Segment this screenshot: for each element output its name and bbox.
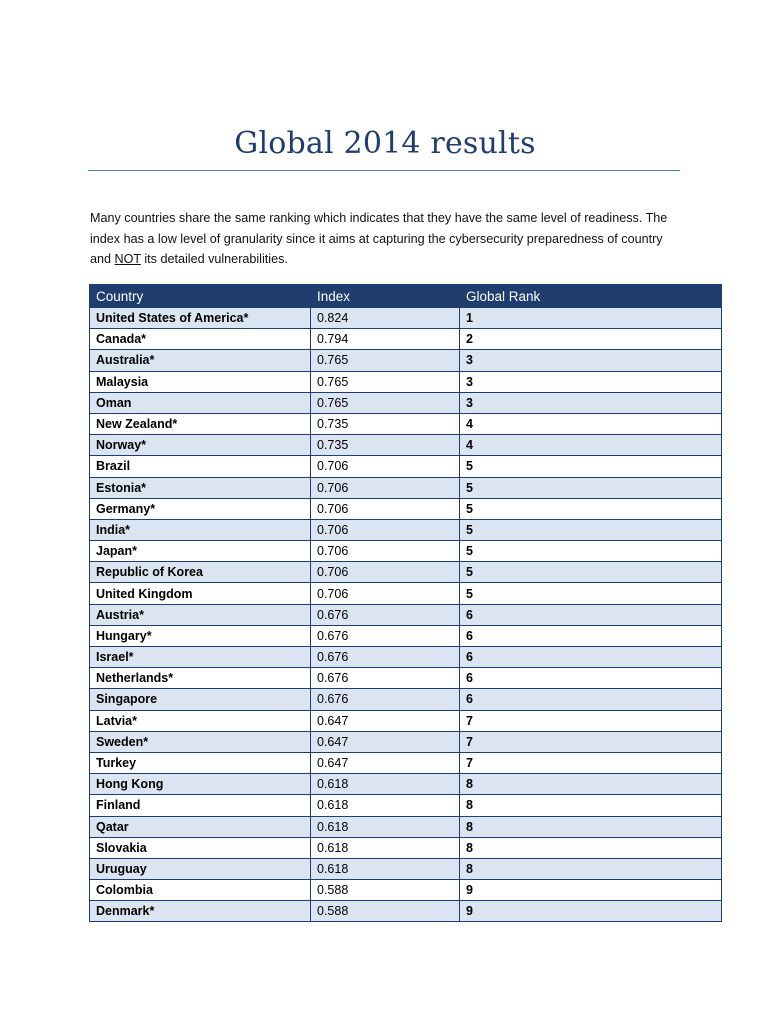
table-row xyxy=(90,816,722,837)
country-cell: Japan* xyxy=(90,541,311,562)
index-cell: 0.735 xyxy=(311,413,460,434)
country-cell: Finland xyxy=(90,795,311,816)
table-row xyxy=(90,413,722,434)
index-cell: 0.618 xyxy=(311,774,460,795)
index-cell: 0.676 xyxy=(311,668,460,689)
index-cell: 0.706 xyxy=(311,498,460,519)
rank-cell: 3 xyxy=(460,392,722,413)
table-row xyxy=(90,901,722,922)
index-cell: 0.588 xyxy=(311,880,460,901)
index-cell: 0.706 xyxy=(311,562,460,583)
rank-cell: 5 xyxy=(460,562,722,583)
table-row xyxy=(90,752,722,773)
rank-cell: 9 xyxy=(460,901,722,922)
rank-cell: 4 xyxy=(460,435,722,456)
index-cell: 0.735 xyxy=(311,435,460,456)
country-cell: United Kingdom xyxy=(90,583,311,604)
table-body xyxy=(90,308,722,922)
country-cell: Hungary* xyxy=(90,625,311,646)
intro-text: Many countries share the same ranking which indicates that they have the same level of readiness. The index has a low level of granularity since it aims at capturing the cybersecurity preparedness of country and xyxy=(90,211,668,266)
table-row xyxy=(90,710,722,731)
country-cell: Norway* xyxy=(90,435,311,456)
rank-cell: 1 xyxy=(460,308,722,329)
table-row xyxy=(90,625,722,646)
index-cell: 0.618 xyxy=(311,795,460,816)
table-row xyxy=(90,837,722,858)
index-cell: 0.618 xyxy=(311,837,460,858)
rank-cell: 8 xyxy=(460,837,722,858)
title-underline xyxy=(88,170,680,171)
rank-cell: 5 xyxy=(460,456,722,477)
table-row xyxy=(90,435,722,456)
index-cell: 0.618 xyxy=(311,816,460,837)
table-row xyxy=(90,329,722,350)
rank-cell: 6 xyxy=(460,647,722,668)
table-row xyxy=(90,604,722,625)
table-row xyxy=(90,774,722,795)
index-cell: 0.618 xyxy=(311,858,460,879)
country-cell: Latvia* xyxy=(90,710,311,731)
table-row xyxy=(90,647,722,668)
table-row xyxy=(90,668,722,689)
country-cell: India* xyxy=(90,519,311,540)
table-row xyxy=(90,689,722,710)
table-row xyxy=(90,795,722,816)
rank-cell: 6 xyxy=(460,604,722,625)
table-row xyxy=(90,371,722,392)
table-row xyxy=(90,541,722,562)
header-index: Index xyxy=(311,285,460,308)
rank-cell: 8 xyxy=(460,816,722,837)
rank-cell: 7 xyxy=(460,731,722,752)
index-cell: 0.765 xyxy=(311,350,460,371)
table-row xyxy=(90,519,722,540)
country-cell: Singapore xyxy=(90,689,311,710)
table-row xyxy=(90,858,722,879)
intro-emphasis: NOT xyxy=(114,252,141,266)
country-cell: United States of America* xyxy=(90,308,311,329)
table-row xyxy=(90,583,722,604)
rank-cell: 3 xyxy=(460,371,722,392)
table-row xyxy=(90,456,722,477)
country-cell: Austria* xyxy=(90,604,311,625)
table-row xyxy=(90,308,722,329)
index-cell: 0.765 xyxy=(311,392,460,413)
header-country: Country xyxy=(90,285,311,308)
country-cell: Qatar xyxy=(90,816,311,837)
table-row xyxy=(90,477,722,498)
country-cell: Estonia* xyxy=(90,477,311,498)
index-cell: 0.794 xyxy=(311,329,460,350)
header-global-rank: Global Rank xyxy=(460,285,722,308)
country-cell: Sweden* xyxy=(90,731,311,752)
rank-cell: 7 xyxy=(460,710,722,731)
intro-text-end: its detailed vulnerabilities. xyxy=(140,252,288,266)
country-cell: New Zealand* xyxy=(90,413,311,434)
index-cell: 0.647 xyxy=(311,752,460,773)
country-cell: Turkey xyxy=(90,752,311,773)
index-cell: 0.706 xyxy=(311,583,460,604)
page-title: Global 2014 results xyxy=(234,126,536,161)
rank-cell: 5 xyxy=(460,498,722,519)
country-cell: Republic of Korea xyxy=(90,562,311,583)
index-cell: 0.647 xyxy=(311,731,460,752)
table-row xyxy=(90,392,722,413)
country-cell: Germany* xyxy=(90,498,311,519)
intro-paragraph xyxy=(90,208,680,270)
rank-cell: 8 xyxy=(460,774,722,795)
index-cell: 0.647 xyxy=(311,710,460,731)
country-cell: Denmark* xyxy=(90,901,311,922)
index-cell: 0.824 xyxy=(311,308,460,329)
rankings-table xyxy=(89,284,722,922)
table-row xyxy=(90,731,722,752)
country-cell: Brazil xyxy=(90,456,311,477)
country-cell: Hong Kong xyxy=(90,774,311,795)
rank-cell: 2 xyxy=(460,329,722,350)
rank-cell: 5 xyxy=(460,541,722,562)
country-cell: Slovakia xyxy=(90,837,311,858)
table-header-row xyxy=(90,285,722,308)
table-row xyxy=(90,562,722,583)
rank-cell: 5 xyxy=(460,519,722,540)
index-cell: 0.706 xyxy=(311,477,460,498)
rank-cell: 6 xyxy=(460,689,722,710)
rank-cell: 4 xyxy=(460,413,722,434)
index-cell: 0.706 xyxy=(311,456,460,477)
index-cell: 0.676 xyxy=(311,604,460,625)
country-cell: Australia* xyxy=(90,350,311,371)
rank-cell: 3 xyxy=(460,350,722,371)
rank-cell: 6 xyxy=(460,668,722,689)
index-cell: 0.588 xyxy=(311,901,460,922)
index-cell: 0.706 xyxy=(311,541,460,562)
index-cell: 0.676 xyxy=(311,625,460,646)
index-cell: 0.676 xyxy=(311,689,460,710)
country-cell: Colombia xyxy=(90,880,311,901)
country-cell: Israel* xyxy=(90,647,311,668)
country-cell: Oman xyxy=(90,392,311,413)
table-row xyxy=(90,880,722,901)
rank-cell: 8 xyxy=(460,795,722,816)
country-cell: Uruguay xyxy=(90,858,311,879)
rank-cell: 9 xyxy=(460,880,722,901)
rank-cell: 7 xyxy=(460,752,722,773)
table-row xyxy=(90,498,722,519)
rank-cell: 6 xyxy=(460,625,722,646)
rank-cell: 8 xyxy=(460,858,722,879)
country-cell: Netherlands* xyxy=(90,668,311,689)
country-cell: Canada* xyxy=(90,329,311,350)
country-cell: Malaysia xyxy=(90,371,311,392)
index-cell: 0.706 xyxy=(311,519,460,540)
rank-cell: 5 xyxy=(460,583,722,604)
table-row xyxy=(90,350,722,371)
rank-cell: 5 xyxy=(460,477,722,498)
index-cell: 0.676 xyxy=(311,647,460,668)
index-cell: 0.765 xyxy=(311,371,460,392)
